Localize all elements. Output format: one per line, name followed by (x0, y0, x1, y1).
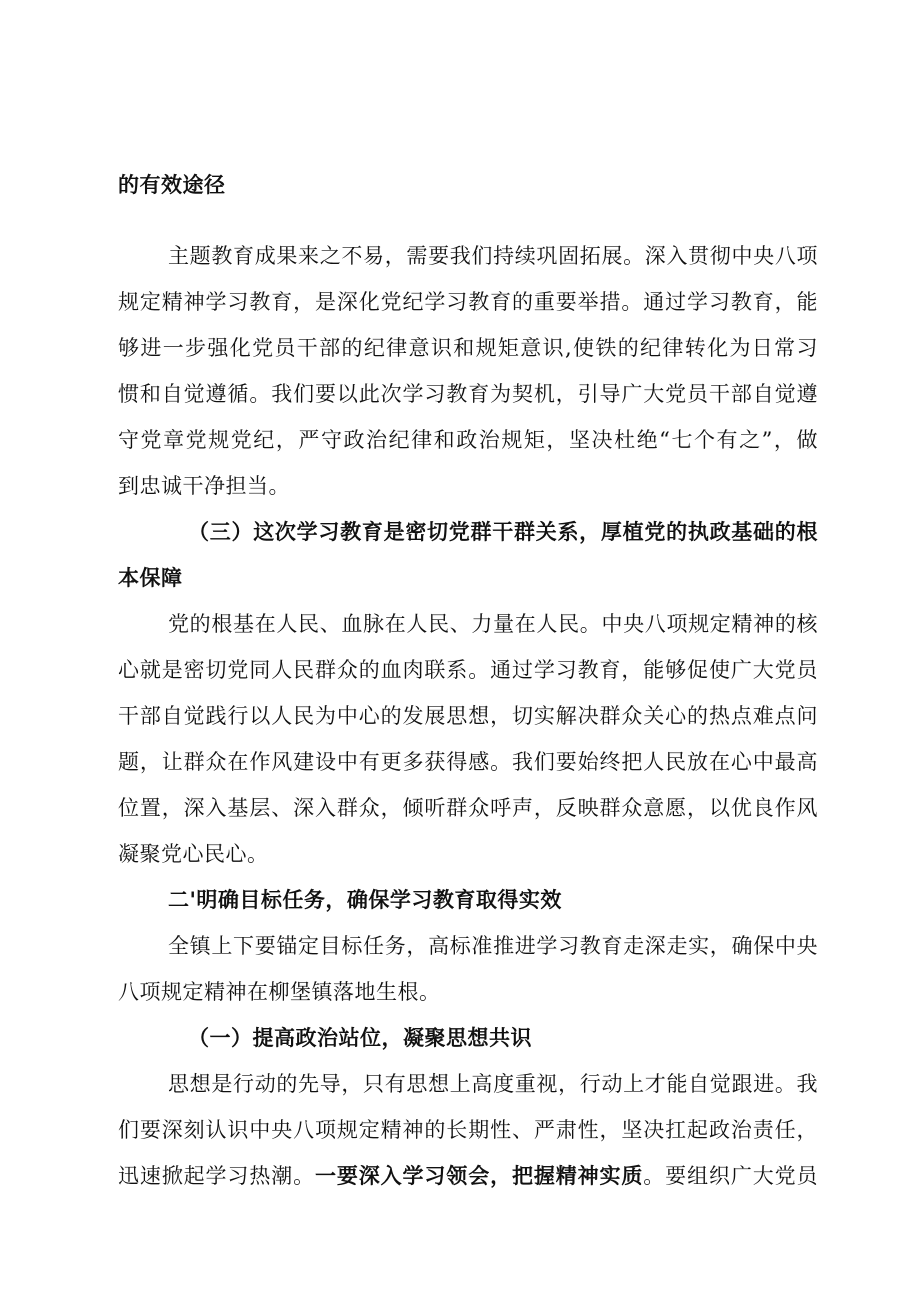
paragraph-line: 规定精神学习教育，是深化党纪学习教育的重要举措。通过学习教育，能 (118, 290, 818, 314)
text-run: 迅速掀起学习热潮。 (118, 1164, 315, 1188)
paragraph-line: 思想是行动的先导，只有思想上高度重视，行动上才能自觉跟进。我 (168, 1072, 818, 1096)
paragraph-line: 凝聚党心民心。 (118, 842, 269, 866)
paragraph-line: 够进一步强化党员干部的纪律意识和规矩意识,使铁的纪律转化为日常习 (118, 336, 818, 360)
paragraph-line: 位置，深入基层、深入群众，倾听群众呼声，反映群众意愿，以优良作风 (118, 796, 818, 820)
paragraph-line: 心就是密切党同人民群众的血肉联系。通过学习教育，能够促使广大党员 (118, 658, 818, 682)
paragraph-line: 主题教育成果来之不易，需要我们持续巩固拓展。深入贯彻中央八项 (168, 244, 818, 268)
section-heading: 本保障 (118, 565, 183, 590)
paragraph-line: 党的根基在人民、血脉在人民、力量在人民。中央八项规定精神的核 (168, 612, 818, 636)
text-run: 。要组织广大党员 (643, 1164, 819, 1188)
bold-text-run: 一要深入学习领会，把握精神实质 (314, 1163, 644, 1188)
paragraph-line: 干部自觉践行以人民为中心的发展思想，切实解决群众关心的热点难点问 (118, 704, 818, 728)
paragraph-line: 全镇上下要锚定目标任务，高标准推进学习教育走深走实，确保中央 (168, 934, 818, 958)
section-heading: 二'明确目标任务，确保学习教育取得实效 (168, 887, 562, 912)
section-heading: （三）这次学习教育是密切党群干群关系，厚植党的执政基础的根 (188, 519, 818, 544)
paragraph-line-mixed (118, 1161, 818, 1191)
paragraph-line: 到忠诚干净担当。 (118, 474, 290, 498)
paragraph-line: 八项规定精神在柳堡镇落地生根。 (118, 980, 441, 1004)
paragraph-line: 守党章党规党纪，严守政治纪律和政治规矩，坚决杜绝“七个有之”，做 (118, 428, 818, 452)
paragraph-line: 们要深刻认识中央八项规定精神的长期性、严肃性，坚决扛起政治责任， (118, 1118, 818, 1142)
subsection-heading: （一）提高政治站位，凝聚思想共识 (188, 1025, 532, 1050)
heading-continuation: 的有效途径 (118, 172, 226, 197)
paragraph-line: 题，让群众在作风建设中有更多获得感。我们要始终把人民放在心中最高 (118, 750, 818, 774)
paragraph-line: 惯和自觉遵循。我们要以此次学习教育为契机，引导广大党员干部自觉遵 (118, 382, 818, 406)
